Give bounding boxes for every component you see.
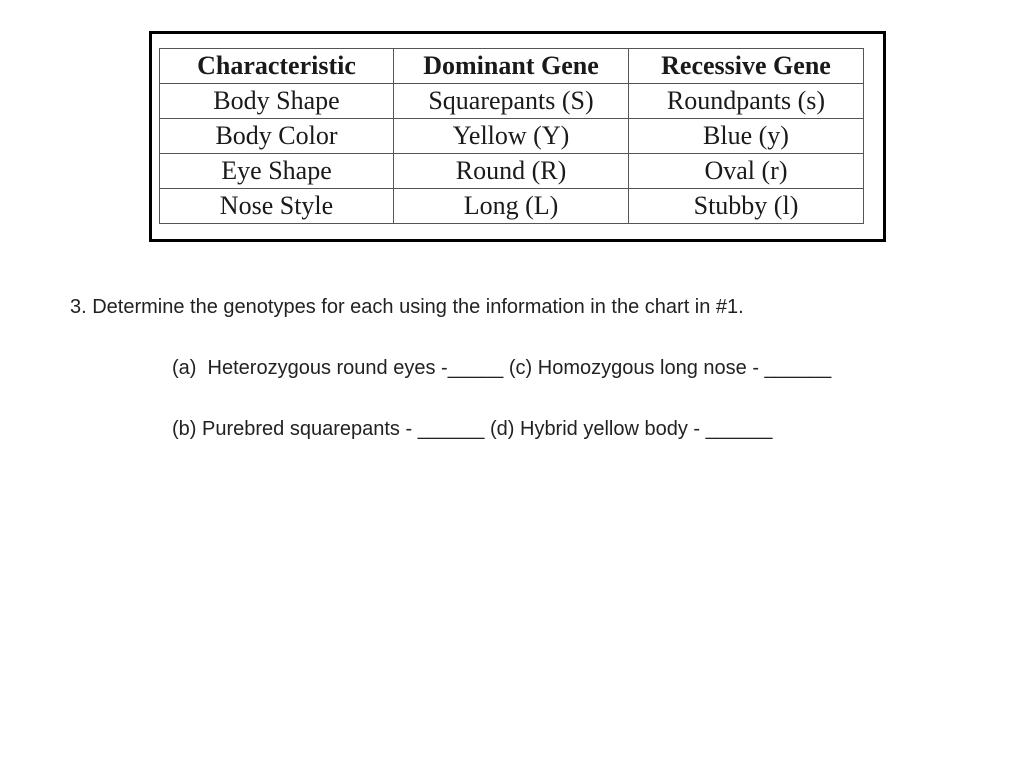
question-line-a-c	[172, 357, 831, 380]
table-row	[160, 189, 864, 224]
gene-chart-frame	[149, 31, 886, 242]
header-dominant-gene: Dominant Gene	[394, 49, 629, 84]
cell-characteristic: Body Color	[160, 119, 394, 154]
item-c-blank: ______	[764, 357, 832, 379]
gene-chart-table	[159, 48, 864, 224]
table-row	[160, 84, 864, 119]
item-a-blank: _____	[447, 357, 504, 379]
question-prompt: 3. Determine the genotypes for each using the information in the chart in #1.	[70, 296, 744, 318]
cell-recessive: Roundpants (s)	[629, 84, 864, 119]
table-row	[160, 154, 864, 189]
cell-characteristic: Nose Style	[160, 189, 394, 224]
cell-dominant: Round (R)	[394, 154, 629, 189]
cell-characteristic: Eye Shape	[160, 154, 394, 189]
cell-recessive: Stubby (l)	[629, 189, 864, 224]
item-d-blank: ______	[705, 418, 773, 440]
item-c-label: (c) Homozygous long nose -	[503, 357, 765, 379]
item-d-label: (d) Hybrid yellow body -	[484, 418, 706, 440]
cell-recessive: Blue (y)	[629, 119, 864, 154]
item-b-label: (b) Purebred squarepants -	[172, 418, 418, 440]
cell-characteristic: Body Shape	[160, 84, 394, 119]
header-characteristic: Characteristic	[160, 49, 394, 84]
header-recessive-gene: Recessive Gene	[629, 49, 864, 84]
cell-recessive: Oval (r)	[629, 154, 864, 189]
cell-dominant: Yellow (Y)	[394, 119, 629, 154]
item-b-blank: ______	[417, 418, 485, 440]
cell-dominant: Squarepants (S)	[394, 84, 629, 119]
table-row	[160, 119, 864, 154]
cell-dominant: Long (L)	[394, 189, 629, 224]
question-line-b-d	[172, 418, 772, 441]
table-header-row	[160, 49, 864, 84]
item-a-label: (a) Heterozygous round eyes -	[172, 357, 448, 379]
